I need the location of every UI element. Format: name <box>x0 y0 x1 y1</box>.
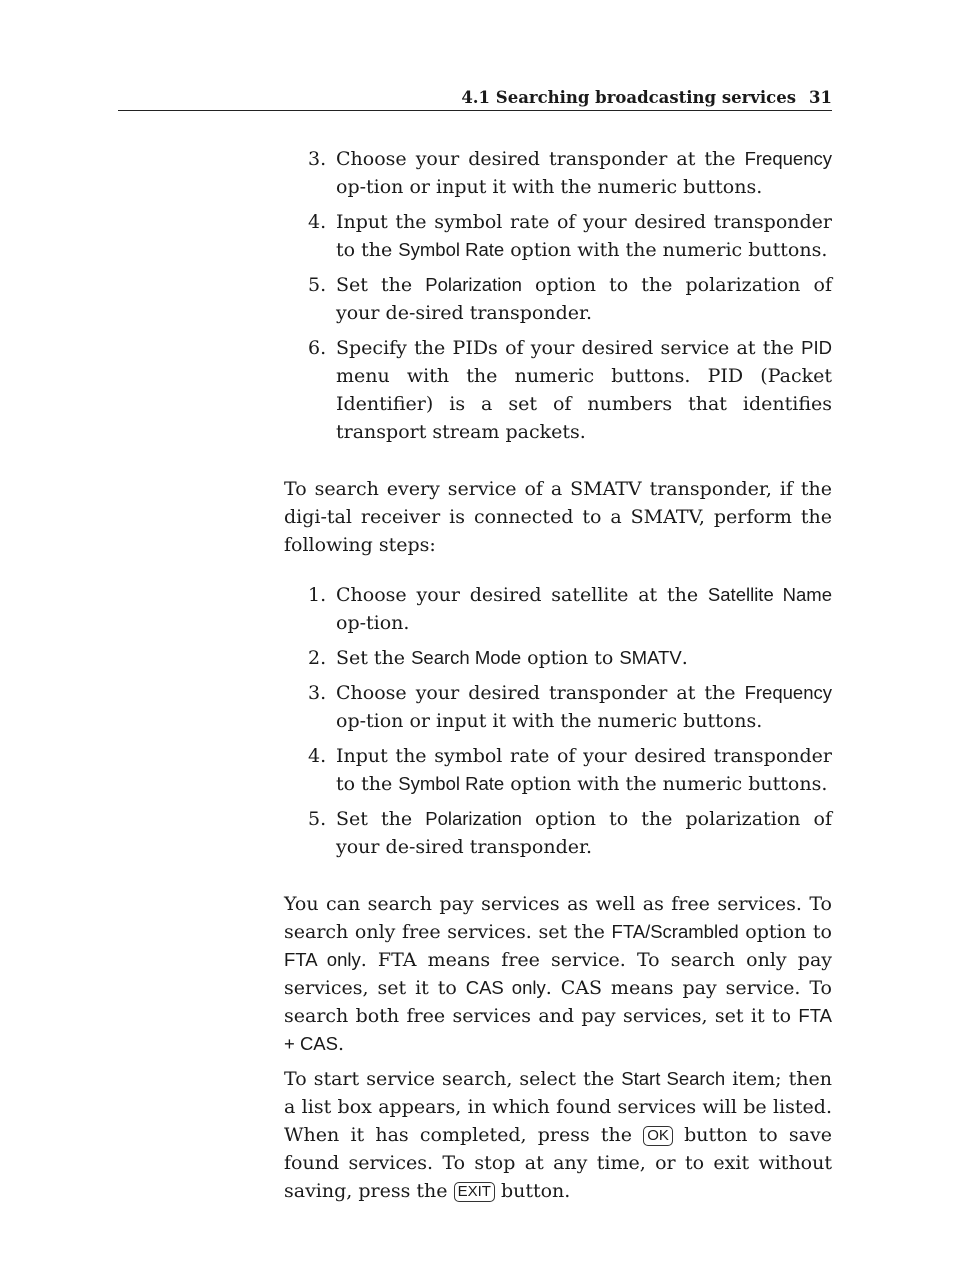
option-name: Frequency <box>744 148 832 169</box>
page-body <box>284 145 832 1205</box>
menu-item-name: Start Search <box>621 1068 726 1089</box>
option-value: SMATV <box>619 647 682 668</box>
option-name: Search Mode <box>411 647 522 668</box>
step-list-1 <box>284 145 832 446</box>
option-name: Symbol Rate <box>398 239 505 260</box>
paragraph: You can search pay services as well as free services. To search only free services. set the FTA/Scrambled option to FTA only. FTA means free service. To search only pay services, set it to CAS only. CAS means pay service. To search both free services and pay services, set it to FTA + CAS. <box>284 893 833 1055</box>
exit-key: EXIT <box>454 1182 495 1202</box>
option-value: FTA + CAS <box>284 1005 832 1054</box>
option-name: Polarization <box>425 274 522 295</box>
list-item: 6. Specify the PIDs of your desired service at the PID menu with the numeric buttons. PID (Packet Identifier) is a set of numbers that identifies transport stream packets. <box>308 337 832 443</box>
list-item: 4. Input the symbol rate of your desired transponder to the Symbol Rate option with the numeric buttons. <box>308 745 832 795</box>
option-name: Frequency <box>744 682 832 703</box>
list-item: 4. Input the symbol rate of your desired transponder to the Symbol Rate option with the numeric buttons. <box>308 211 832 261</box>
running-header <box>118 86 832 111</box>
paragraph: To search every service of a SMATV transponder, if the digi-tal receiver is connected to a SMATV, perform the following steps: <box>284 478 832 556</box>
ok-key: OK <box>643 1126 673 1146</box>
list-item: 3. Choose your desired transponder at the Frequency op-tion or input it with the numeric buttons. <box>308 682 832 732</box>
option-value: FTA only <box>284 949 361 970</box>
list-item: 5. Set the Polarization option to the polarization of your de-sired transponder. <box>308 274 832 324</box>
menu-name: PID <box>801 337 832 358</box>
list-item: 5. Set the Polarization option to the polarization of your de-sired transponder. <box>308 808 832 858</box>
page-number: 31 <box>809 88 832 107</box>
list-item: 1. Choose your desired satellite at the Satellite Name op-tion. <box>308 584 833 634</box>
option-name: Polarization <box>425 808 522 829</box>
step-list-2 <box>284 581 832 861</box>
option-name: FTA/Scrambled <box>611 921 739 942</box>
option-name: Satellite Name <box>707 584 833 605</box>
list-item: 2. Set the Search Mode option to SMATV. <box>308 647 688 669</box>
list-item: 3. Choose your desired transponder at the Frequency op-tion or input it with the numeric buttons. <box>308 148 832 198</box>
option-name: Symbol Rate <box>398 773 505 794</box>
section-title: 4.1 Searching broadcasting services <box>461 88 796 107</box>
paragraph: To start service search, select the Start Search item; then a list box appears, in which found services will be listed. When it has completed, press the OK button to save found services. To stop at any time, or to exit without saving, press the EXIT button. <box>284 1068 833 1202</box>
option-value: CAS only <box>465 977 546 998</box>
